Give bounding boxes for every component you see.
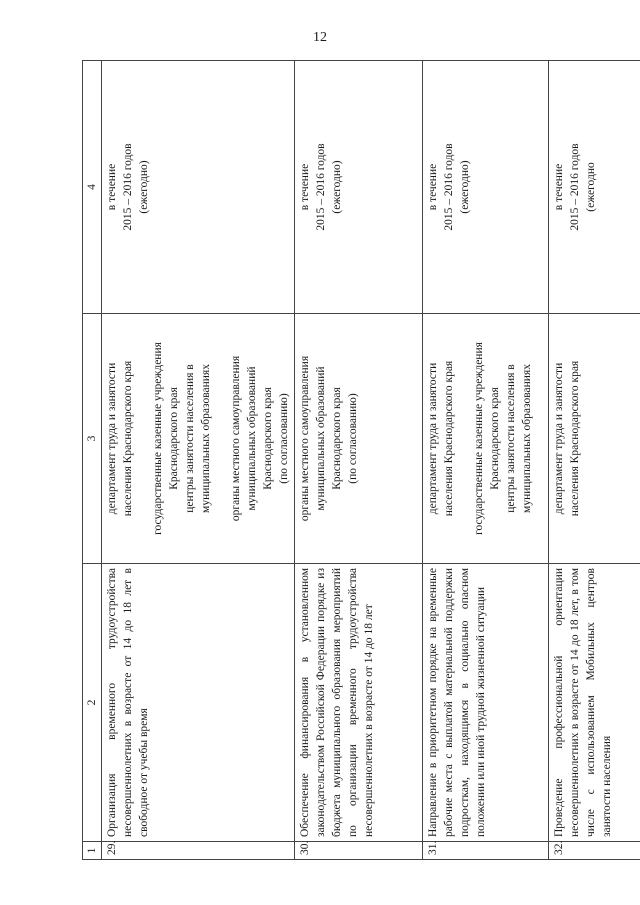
row-executors <box>295 314 423 564</box>
measures-table <box>82 60 640 860</box>
header-col-1: 1 <box>83 842 102 860</box>
deadline-line: 2015 – 2016 годов <box>443 143 455 231</box>
executor-line: населения Краснодарского края <box>122 360 134 517</box>
table-row <box>423 61 549 860</box>
deadline-line: (ежегодно) <box>331 160 343 214</box>
row-executors <box>423 314 549 564</box>
executor-line: (по согласованию) <box>278 393 290 484</box>
row-number: 29. <box>102 842 295 860</box>
header-col-3: 3 <box>83 314 102 564</box>
executor-line: департамент труда и занятости <box>427 362 439 515</box>
row-deadline <box>102 61 295 314</box>
executor-line: муниципальных образований <box>315 366 327 511</box>
deadline-line: в течение <box>427 163 439 211</box>
executor-line: муниципальных образованиях <box>200 364 212 513</box>
row-deadline <box>295 61 423 314</box>
row-executors <box>549 314 640 564</box>
rotated-table-wrapper <box>82 60 618 860</box>
row-number: 32. <box>549 842 640 860</box>
page-number: 12 <box>313 30 327 45</box>
executor-line: государственные казенные учреждения <box>152 342 164 535</box>
executor-line: Краснодарского края <box>262 387 274 490</box>
row-description: Обеспечение финансирования в установленном законодательством Российской Федерации порядке из бюджета муниципального образования мероприятий по организации временного трудоустройства несовершеннолетних в возрасте от 14 до 18 лет <box>295 564 423 842</box>
table-row <box>102 61 295 860</box>
executor-line: (по согласованию) <box>347 393 359 484</box>
executor-line: муниципальных образований <box>246 366 258 511</box>
deadline-line: в течение <box>553 163 565 211</box>
table-header-row <box>83 61 102 860</box>
deadline-line: 2015 – 2016 годов <box>122 143 134 231</box>
deadline-line: в течение <box>106 163 118 211</box>
executor-line: центры занятости населения в <box>505 364 517 513</box>
row-description: Организация временного трудоустройства несовершеннолетних в возрасте от 14 до 18 лет в свободное от учебы время <box>102 564 295 842</box>
row-deadline <box>423 61 549 314</box>
deadline-line: (ежегодно) <box>138 160 150 214</box>
table-row <box>549 61 640 860</box>
row-description: Направление в приоритетном порядке на временные рабочие места с выплатой материальной поддержки подросткам, находящимся в социально опасном положении или иной трудной жизненной ситуации <box>423 564 549 842</box>
executor-line: Краснодарского края <box>489 387 501 490</box>
executor-line: центры занятости населения в <box>184 364 196 513</box>
header-col-4: 4 <box>83 61 102 314</box>
deadline-line: (ежегодно <box>585 162 597 212</box>
executor-line: Краснодарского края <box>331 387 343 490</box>
row-number: 30. <box>295 842 423 860</box>
row-description: Проведение профессиональной ориентации несовершеннолетних в возрасте от 14 до 18 лет, в том числе с использованием Мобильных центров занятости населения <box>549 564 640 842</box>
row-number: 31. <box>423 842 549 860</box>
executor-line: населения Краснодарского края <box>443 360 455 517</box>
row-deadline <box>549 61 640 314</box>
executor-line: департамент труда и занятости <box>553 362 565 515</box>
table-row <box>295 61 423 860</box>
executor-line: муниципальных образованиях <box>521 364 533 513</box>
deadline-line: в течение <box>299 163 311 211</box>
executor-line: Краснодарского края <box>168 387 180 490</box>
deadline-line: 2015 – 2016 годов <box>569 143 581 231</box>
deadline-line: (ежегодно) <box>459 160 471 214</box>
executor-line: органы местного самоуправления <box>299 355 311 522</box>
executor-line: органы местного самоуправления <box>230 355 242 522</box>
header-col-2: 2 <box>83 564 102 842</box>
executor-line: департамент труда и занятости <box>106 362 118 515</box>
row-executors <box>102 314 295 564</box>
deadline-line: 2015 – 2016 годов <box>315 143 327 231</box>
executor-line: государственные казенные учреждения <box>473 342 485 535</box>
executor-line: населения Краснодарского края <box>569 360 581 517</box>
